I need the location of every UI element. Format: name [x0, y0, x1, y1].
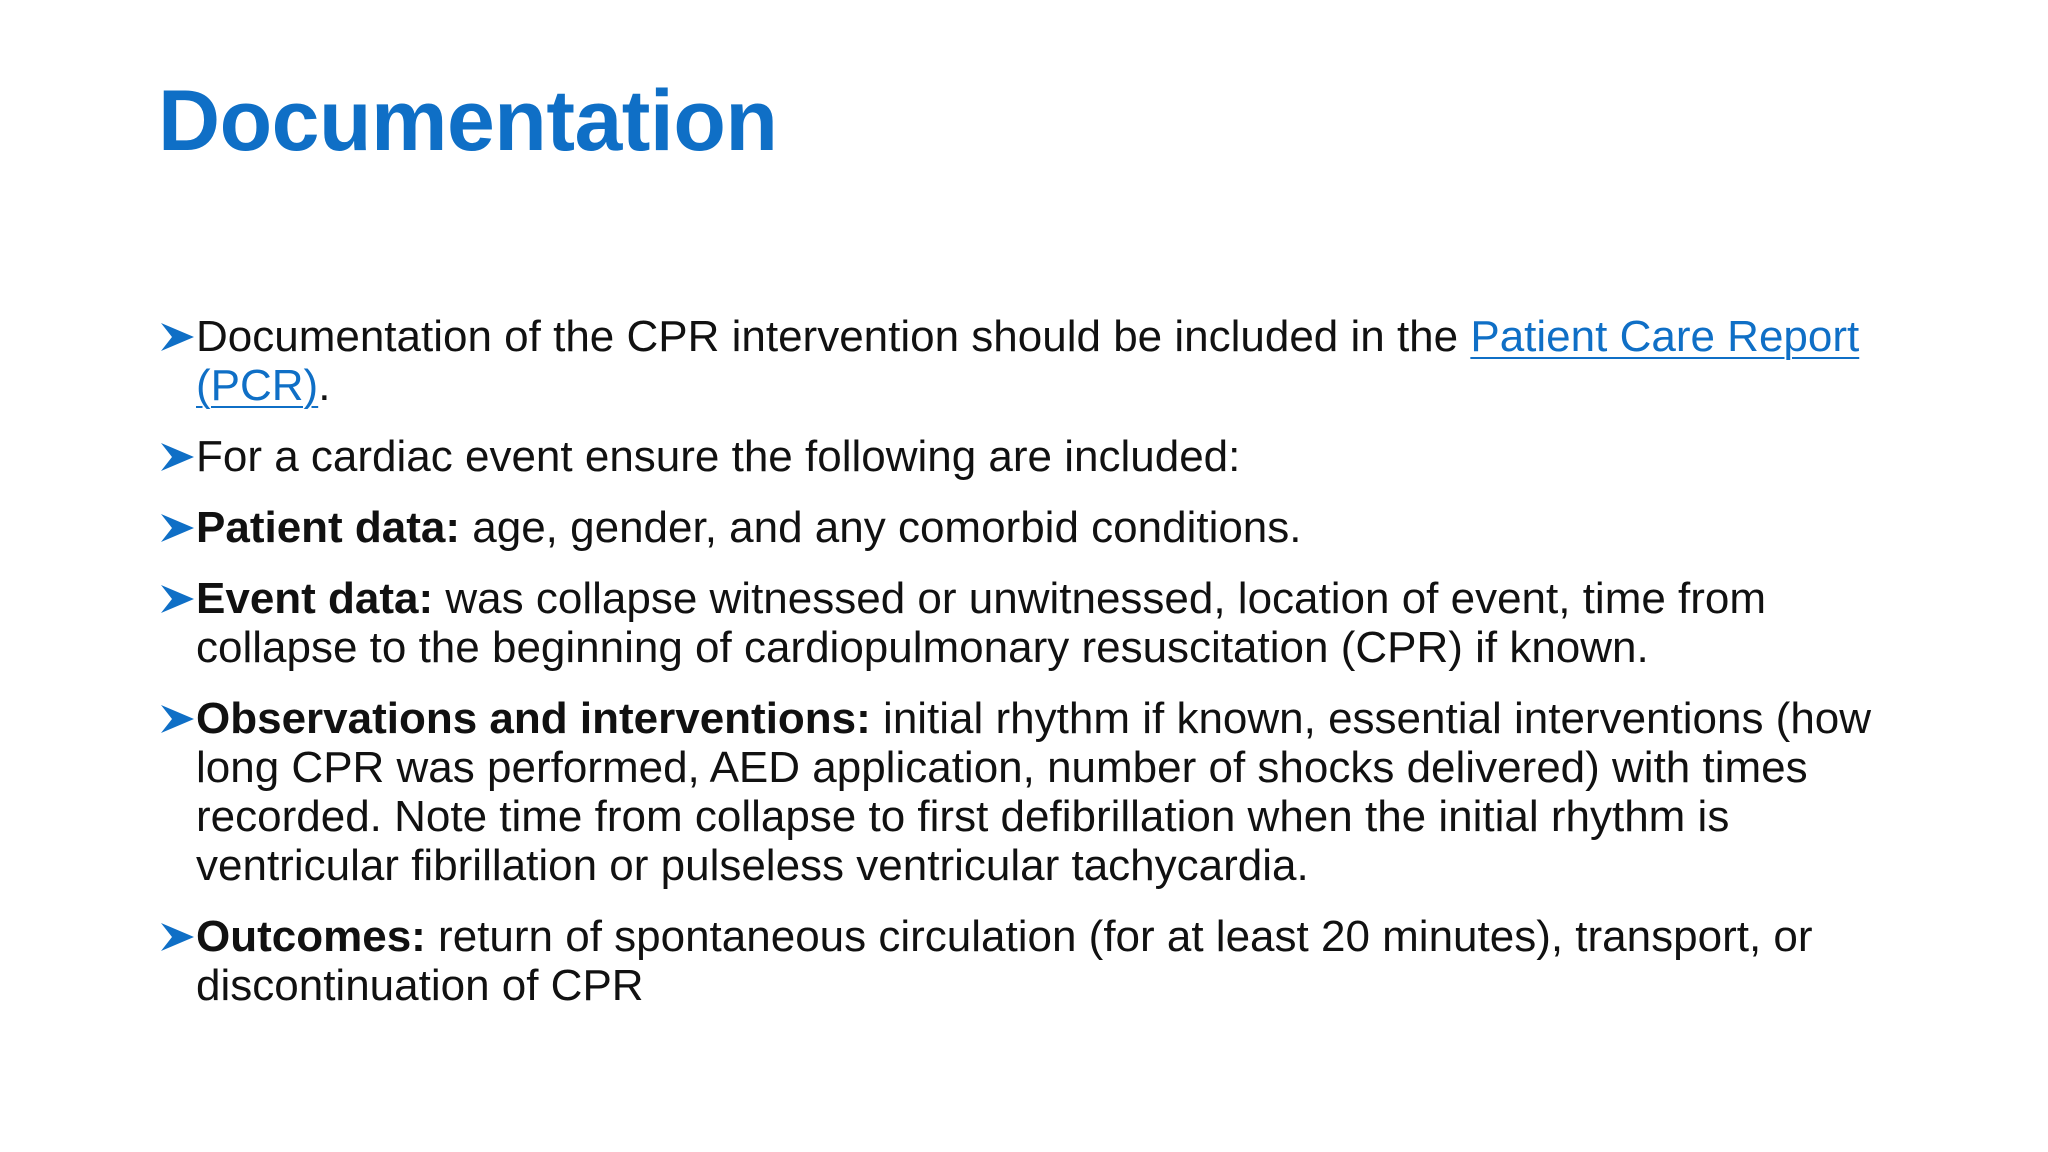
- arrow-bullet-icon: [158, 312, 196, 361]
- arrow-bullet-icon: [158, 503, 196, 552]
- bullet-item-outcomes: [158, 912, 1918, 1010]
- bullet-item-event-data: [158, 574, 1918, 672]
- bullet-item-patient-data: [158, 503, 1918, 552]
- arrow-bullet-icon: [158, 912, 196, 961]
- bullet-lead: Event data:: [196, 574, 434, 623]
- bullet-lead: Patient data:: [196, 503, 461, 552]
- slide-title: Documentation: [158, 73, 778, 169]
- bullet-item-observations: [158, 694, 1918, 890]
- bullet-text: return of spontaneous circulation (for at least 20 minutes), transport, or discontinuation of CPR: [196, 912, 1813, 1010]
- bullet-lead: Outcomes:: [196, 912, 426, 961]
- bullet-text: For a cardiac event ensure the following are included:: [196, 432, 1241, 481]
- bullet-text: was collapse witnessed or unwitnessed, location of event, time from collapse to the beginning of cardiopulmonary resuscitation (CPR) if known.: [196, 574, 1767, 672]
- arrow-bullet-icon: [158, 574, 196, 623]
- bullet-lead: Observations and interventions:: [196, 694, 871, 743]
- bullet-text: age, gender, and any comorbid conditions.: [460, 503, 1302, 552]
- bullet-item-cardiac-event: [158, 432, 1918, 481]
- bullet-list: [158, 312, 1918, 1032]
- arrow-bullet-icon: [158, 432, 196, 481]
- bullet-text: Documentation of the CPR intervention should be included in the: [196, 312, 1471, 361]
- arrow-bullet-icon: [158, 694, 196, 743]
- patient-care-report-link[interactable]: Patient Care Report (PCR): [196, 312, 1860, 410]
- bullet-text-end: .: [318, 361, 331, 410]
- bullet-item-pcr: [158, 312, 1918, 410]
- bullet-text: initial rhythm if known, essential interventions (how long CPR was performed, AED application, number of shocks delivered) with times recorded. Note time from collapse to first defibrillation when the initial rhythm is ventricular fibrillation or pulseless ventricular tachycardia.: [196, 694, 1872, 890]
